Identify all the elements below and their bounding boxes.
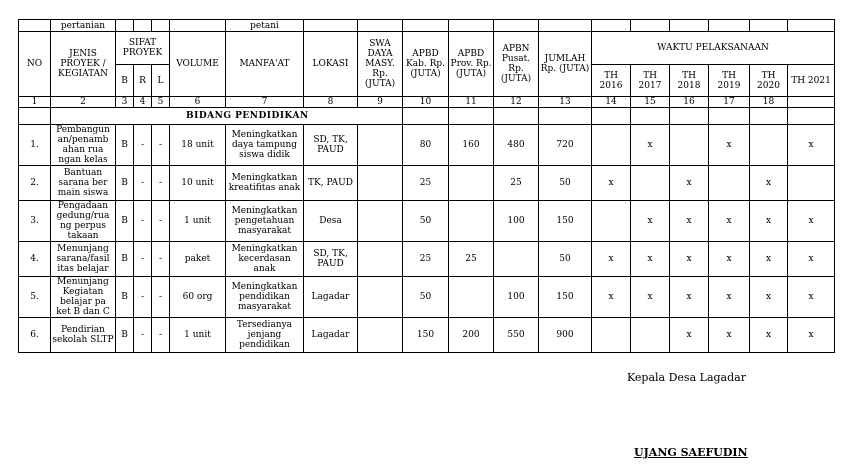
row-b: B [116,125,134,166]
column-number: 3 [116,97,134,108]
row-year-mark: x [670,166,709,201]
row-year-mark: x [592,242,631,277]
row-swa [358,318,403,353]
row-year-mark: x [709,318,750,353]
row-jumlah: 50 [539,166,592,201]
row-year-mark [592,318,631,353]
table-row [19,318,835,353]
row-jenis: Menunjang sarana/fasil itas belajar [51,242,116,277]
row-swa [358,125,403,166]
row-year-mark: x [631,201,670,242]
row-number: 1. [19,125,51,166]
column-number: 10 [403,97,449,108]
row-year-mark: x [592,277,631,318]
row-jumlah: 150 [539,277,592,318]
column-number-row [19,97,835,108]
row-jenis: Pengadaan gedung/rua ng perpus takaan [51,201,116,242]
column-number: 4 [134,97,152,108]
table-row [19,125,835,166]
row-year-mark: x [670,277,709,318]
row-year-mark [592,201,631,242]
column-number: 12 [494,97,539,108]
row-apbn: 100 [494,277,539,318]
row-year-mark: x [670,242,709,277]
row-year-mark: x [670,201,709,242]
header-apbd-kab: APBD Kab. Rp. (JUTA) [403,32,449,97]
row-r: - [134,125,152,166]
row-volume: 18 unit [170,125,226,166]
top-manfaat-text: petani [226,20,304,32]
header-swa: SWA DAYA MASY. Rp. (JUTA) [358,32,403,97]
row-manfaat: Meningkatkan kreatifitas anak [226,166,304,201]
header-apbd-prov: APBD Prov. Rp. (JUTA) [449,32,494,97]
header-waktu: WAKTU PELAKSANAAN [592,32,835,65]
header-year: TH 2016 [592,65,631,97]
header-no: NO [19,32,51,97]
row-jenis: Pendirian sekolah SLTP [51,318,116,353]
row-apbd-kab: 25 [403,166,449,201]
row-year-mark: x [709,242,750,277]
row-l: - [152,201,170,242]
row-year-mark: x [750,277,788,318]
row-volume: 10 unit [170,166,226,201]
column-number: 14 [592,97,631,108]
row-year-mark [631,166,670,201]
row-lokasi: Lagadar [304,318,358,353]
row-year-mark [709,166,750,201]
row-jenis: Bantuan sarana ber main siswa [51,166,116,201]
row-r: - [134,166,152,201]
header-jenis: JENIS PROYEK / KEGIATAN [51,32,116,97]
row-apbn: 480 [494,125,539,166]
table-row [19,201,835,242]
row-b: B [116,277,134,318]
row-jumlah: 720 [539,125,592,166]
column-number: 9 [358,97,403,108]
row-year-mark: x [631,242,670,277]
header-year: TH 2019 [709,65,750,97]
row-l: - [152,166,170,201]
row-year-mark: x [750,318,788,353]
row-l: - [152,125,170,166]
row-r: - [134,201,152,242]
column-number: 1 [19,97,51,108]
row-apbn: 25 [494,166,539,201]
row-l: - [152,277,170,318]
row-year-mark: x [709,125,750,166]
column-number: 6 [170,97,226,108]
row-manfaat: Meningkatkan pendidikan masyarakat [226,277,304,318]
row-apbd-prov: 25 [449,242,494,277]
row-l: - [152,242,170,277]
row-r: - [134,318,152,353]
signature-place: Kepala Desa Lagadar [627,371,746,384]
column-number: 16 [670,97,709,108]
top-jenis-text: pertanian [51,20,116,32]
row-apbn: 100 [494,201,539,242]
row-manfaat: Meningkatkan pengetahuan masyarakat [226,201,304,242]
table-row [19,242,835,277]
row-year-mark: x [750,242,788,277]
row-year-mark: x [709,277,750,318]
section-title: BIDANG PENDIDIKAN [51,108,403,125]
table-row [19,277,835,318]
row-year-mark: x [592,166,631,201]
header-year: TH 2018 [670,65,709,97]
row-apbd-prov: 200 [449,318,494,353]
row-swa [358,277,403,318]
row-year-mark [670,125,709,166]
row-lokasi: SD, TK, PAUD [304,125,358,166]
row-jumlah: 50 [539,242,592,277]
row-year-mark: x [670,318,709,353]
row-year-mark: x [788,125,835,166]
row-l: - [152,318,170,353]
row-jumlah: 900 [539,318,592,353]
row-year-mark [592,125,631,166]
row-b: B [116,166,134,201]
row-apbn: 550 [494,318,539,353]
row-r: - [134,242,152,277]
row-swa [358,166,403,201]
row-apbd-prov [449,166,494,201]
column-number [788,97,835,108]
row-number: 4. [19,242,51,277]
header-sifat: SIFAT PROYEK [116,32,170,65]
row-lokasi: TK, PAUD [304,166,358,201]
row-manfaat: Meningkatkan daya tampung siswa didik [226,125,304,166]
column-number: 7 [226,97,304,108]
header-l: L [152,65,170,97]
row-apbn [494,242,539,277]
row-volume: paket [170,242,226,277]
row-year-mark: x [788,242,835,277]
column-number: 15 [631,97,670,108]
row-year-mark: x [750,201,788,242]
row-jenis: Menunjang Kegiatan belajar pa ket B dan C [51,277,116,318]
row-year-mark [788,166,835,201]
row-year-mark: x [750,166,788,201]
column-number: 5 [152,97,170,108]
row-number: 5. [19,277,51,318]
row-apbd-kab: 25 [403,242,449,277]
row-year-mark: x [631,277,670,318]
row-apbd-prov: 160 [449,125,494,166]
row-b: B [116,242,134,277]
row-number: 2. [19,166,51,201]
row-apbd-prov [449,201,494,242]
header-apbn: APBN Pusat. Rp. (JUTA) [494,32,539,97]
row-year-mark: x [788,201,835,242]
row-number: 3. [19,201,51,242]
header-r: R [134,65,152,97]
header-year: TH 2021 [788,65,835,97]
row-year-mark [750,125,788,166]
header-year: TH 2020 [750,65,788,97]
header-b: B [116,65,134,97]
row-b: B [116,318,134,353]
row-volume: 1 unit [170,201,226,242]
row-apbd-kab: 50 [403,277,449,318]
row-lokasi: SD, TK, PAUD [304,242,358,277]
row-apbd-prov [449,277,494,318]
column-number: 13 [539,97,592,108]
row-apbd-kab: 50 [403,201,449,242]
row-number: 6. [19,318,51,353]
header-volume: VOLUME [170,32,226,97]
header-top-row [19,20,835,32]
column-number: 17 [709,97,750,108]
row-jenis: Pembangun an/penamb ahan rua ngan kelas [51,125,116,166]
row-year-mark: x [788,318,835,353]
header-lokasi: LOKASI [304,32,358,97]
section-row [19,108,835,125]
row-jumlah: 150 [539,201,592,242]
row-year-mark: x [788,277,835,318]
row-year-mark: x [709,201,750,242]
row-b: B [116,201,134,242]
header-jumlah: JUMLAH Rp. (JUTA) [539,32,592,97]
table-row [19,166,835,201]
header-year: TH 2017 [631,65,670,97]
signature-name: UJANG SAEFUDIN [634,446,748,459]
row-volume: 1 unit [170,318,226,353]
row-apbd-kab: 150 [403,318,449,353]
column-number: 2 [51,97,116,108]
row-year-mark [631,318,670,353]
row-lokasi: Lagadar [304,277,358,318]
row-swa [358,201,403,242]
header-manfaat: MANFA'AT [226,32,304,97]
row-year-mark: x [631,125,670,166]
column-number: 8 [304,97,358,108]
column-number: 11 [449,97,494,108]
header-row [19,32,835,65]
row-swa [358,242,403,277]
row-r: - [134,277,152,318]
row-manfaat: Tersedianya jenjang pendidikan [226,318,304,353]
row-apbd-kab: 80 [403,125,449,166]
row-manfaat: Meningkatkan kecerdasan anak [226,242,304,277]
row-lokasi: Desa [304,201,358,242]
row-volume: 60 org [170,277,226,318]
column-number: 18 [750,97,788,108]
project-table [18,19,835,353]
